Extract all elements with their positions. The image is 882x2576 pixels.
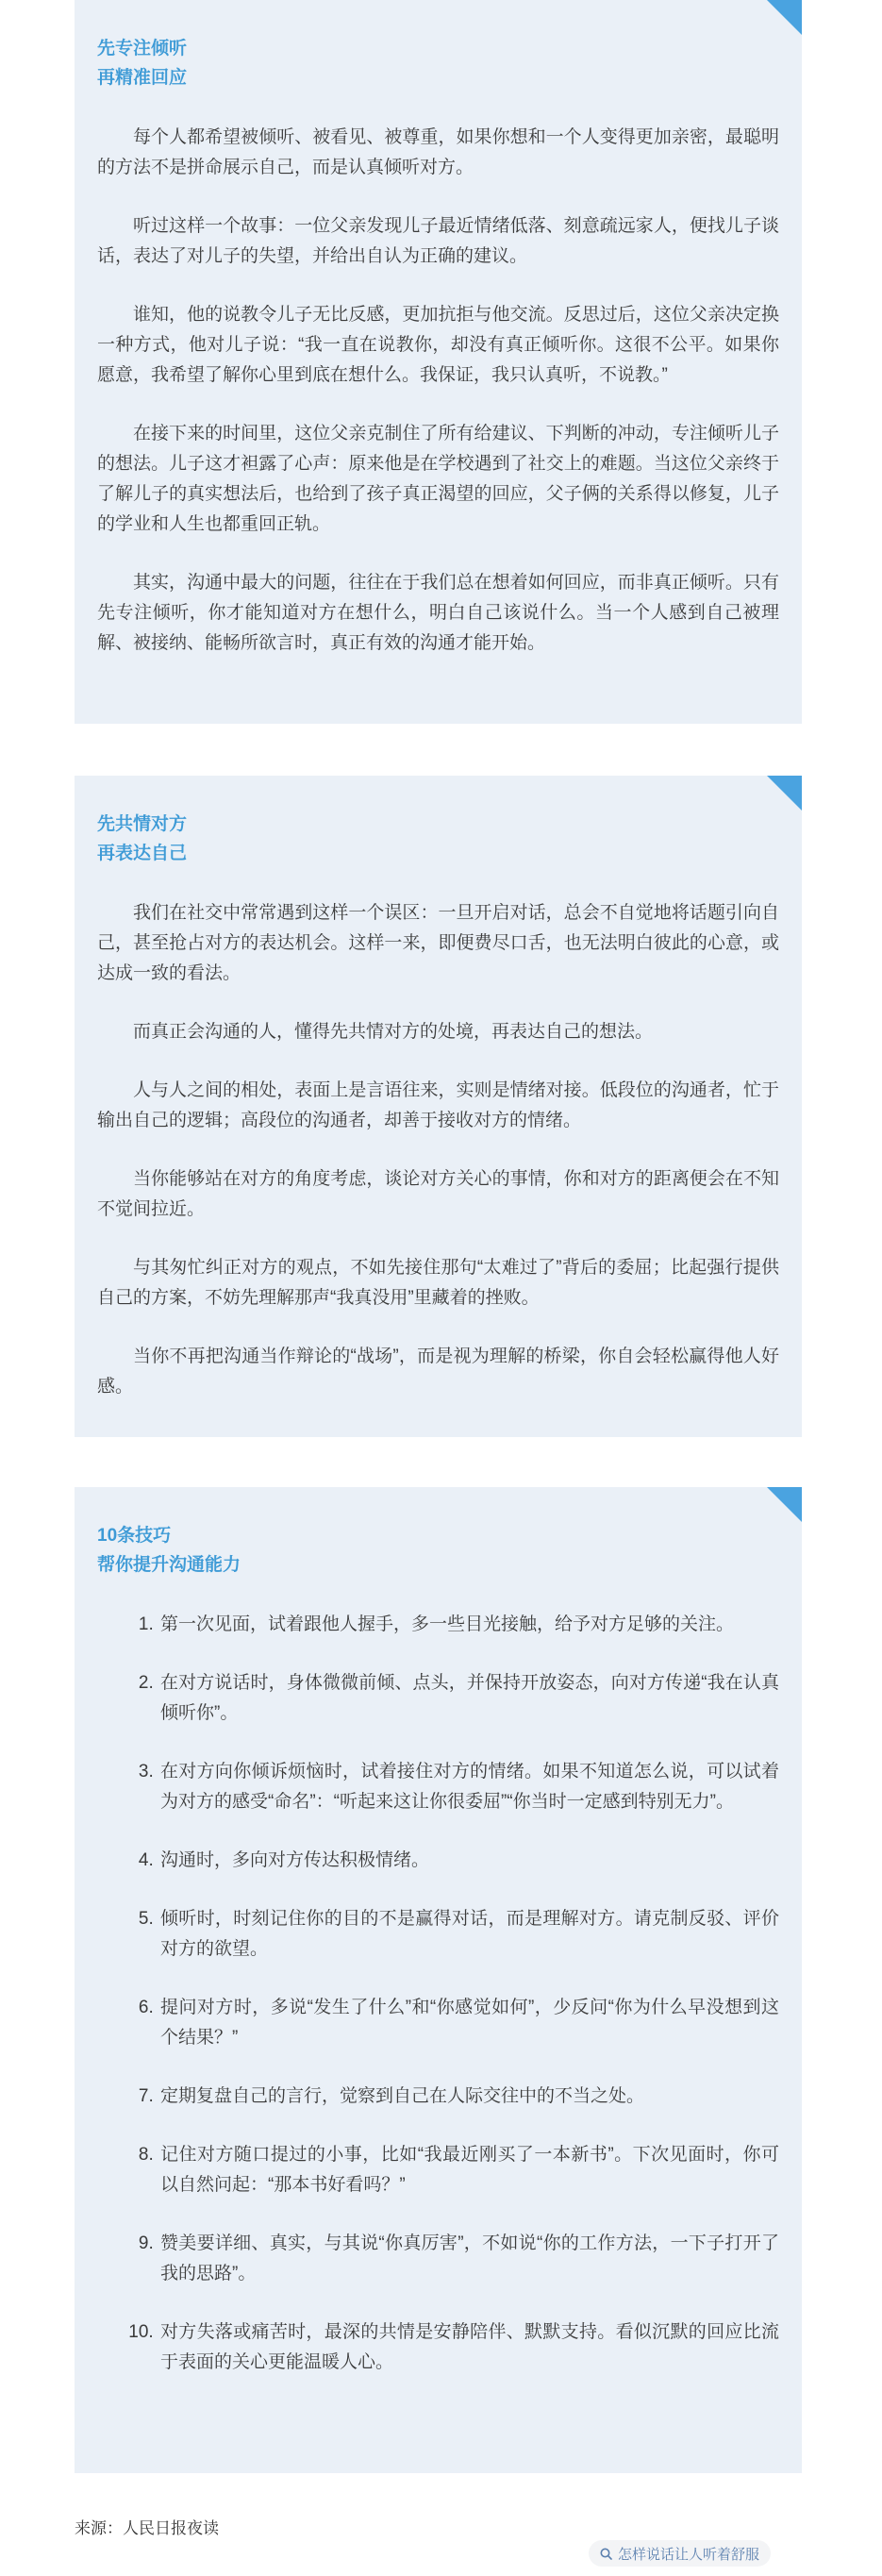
section-card-tips [75,1487,802,2473]
heading-line-1: 先专注倾听 [97,39,188,59]
tip-item: 10. 对方失落或痛苦时，最深的共情是安静陪伴、默默支持。看似沉默的回应比流于表面的关心更能温暖人心。 [158,2317,779,2378]
related-search-link[interactable] [589,2540,771,2567]
paragraph: 人与人之间的相处，表面上是言语往来，实则是情绪对接。低段位的沟通者，忙于输出自己的逻辑；高段位的沟通者，却善于接收对方的情绪。 [97,1080,779,1130]
paragraph: 而真正会沟通的人，懂得先共情对方的处境，再表达自己的想法。 [133,1022,654,1042]
corner-decoration [767,1487,802,1522]
source-credit: 来源：人民日报夜读 [75,2519,219,2537]
section-heading [97,34,779,92]
paragraph: 当你能够站在对方的角度考虑，谈论对方关心的事情，你和对方的距离便会在不知不觉间拉近。 [97,1169,779,1219]
tip-item: 4. 沟通时，多向对方传达积极情绪。 [158,1846,779,1876]
corner-decoration [767,776,802,811]
paragraph: 与其匆忙纠正对方的观点，不如先接住那句“太难过了”背后的委屈；比起强行提供自己的方案，不妨先理解那声“我真没用”里藏着的挫败。 [97,1258,779,1308]
paragraph: 在接下来的时间里，这位父亲克制住了所有给建议、下判断的冲动，专注倾听儿子的想法。儿子这才袒露了心声：原来他是在学校遇到了社交上的难题。当这位父亲终于了解儿子的真实想法后，也给到了孩子真正渴望的回应，父子俩的关系得以修复，儿子的学业和人生也都重回正轨。 [97,424,779,534]
related-search-label: 怎样说话让人听着舒服 [618,2546,760,2563]
tips-list [97,1610,779,2378]
section-heading [97,1521,779,1580]
tip-item: 7. 定期复盘自己的言行，觉察到自己在人际交往中的不当之处。 [158,2082,779,2112]
tip-item: 5. 倾听时，时刻记住你的目的不是赢得对话，而是理解对方。请克制反驳、评价对方的欲望。 [158,1904,779,1965]
tip-item: 1. 第一次见面，试着跟他人握手，多一些目光接触，给予对方足够的关注。 [158,1610,779,1640]
section-heading [97,810,779,868]
heading-line-1: 10条技巧 [97,1526,172,1546]
tip-item: 9. 赞美要详细、真实，与其说“你真厉害”，不如说“你的工作方法，一下子打开了我的思路”。 [158,2229,779,2289]
tip-item: 3. 在对方向你倾诉烦恼时，试着接住对方的情绪。如果不知道怎么说，可以试着为对方的感受“命名”：“听起来这让你很委屈”“你当时一定感到特别无力”。 [158,1757,779,1817]
heading-line-1: 先共情对方 [97,814,188,834]
tip-item: 8. 记住对方随口提过的小事，比如“我最近刚买了一本新书”。下次见面时，你可以自然问起：“那本书好看吗？” [158,2140,779,2200]
section-card-listening [75,0,802,724]
heading-line-2: 帮你提升沟通能力 [97,1555,241,1575]
heading-line-2: 再表达自己 [97,844,188,863]
tip-item: 2. 在对方说话时，身体微微前倾、点头，并保持开放姿态，向对方传递“我在认真倾听你”。 [158,1668,779,1729]
paragraph: 其实，沟通中最大的问题，往往在于我们总在想着如何回应，而非真正倾听。只有先专注倾听，你才能知道对方在想什么，明白自己该说什么。当一个人感到自己被理解、被接纳、能畅所欲言时，真正有效的沟通才能开始。 [97,573,779,653]
paragraph: 我们在社交中常常遇到这样一个误区：一旦开启对话，总会不自觉地将话题引向自己，甚至抢占对方的表达机会。这样一来，即便费尽口舌，也无法明白彼此的心意，或达成一致的看法。 [97,903,779,983]
search-icon [600,2548,612,2560]
paragraph: 每个人都希望被倾听、被看见、被尊重，如果你想和一个人变得更加亲密，最聪明的方法不是拼命展示自己，而是认真倾听对方。 [97,127,779,177]
tip-item: 6. 提问对方时，多说“发生了什么”和“你感觉如何”，少反问“你为什么早没想到这个结果？” [158,1993,779,2053]
section-card-empathy [75,776,802,1437]
paragraph: 听过这样一个故事：一位父亲发现儿子最近情绪低落、刻意疏远家人，便找儿子谈话，表达了对儿子的失望，并给出自认为正确的建议。 [97,216,779,266]
corner-decoration [767,0,802,35]
paragraph: 当你不再把沟通当作辩论的“战场”，而是视为理解的桥梁，你自会轻松赢得他人好感。 [97,1347,779,1397]
paragraph: 谁知，他的说教令儿子无比反感，更加抗拒与他交流。反思过后，这位父亲决定换一种方式，他对儿子说：“我一直在说教你，却没有真正倾听你。这很不公平。如果你愿意，我希望了解你心里到底在想什么。我保证，我只认真听，不说教。” [97,305,779,385]
heading-line-2: 再精准回应 [97,68,188,88]
